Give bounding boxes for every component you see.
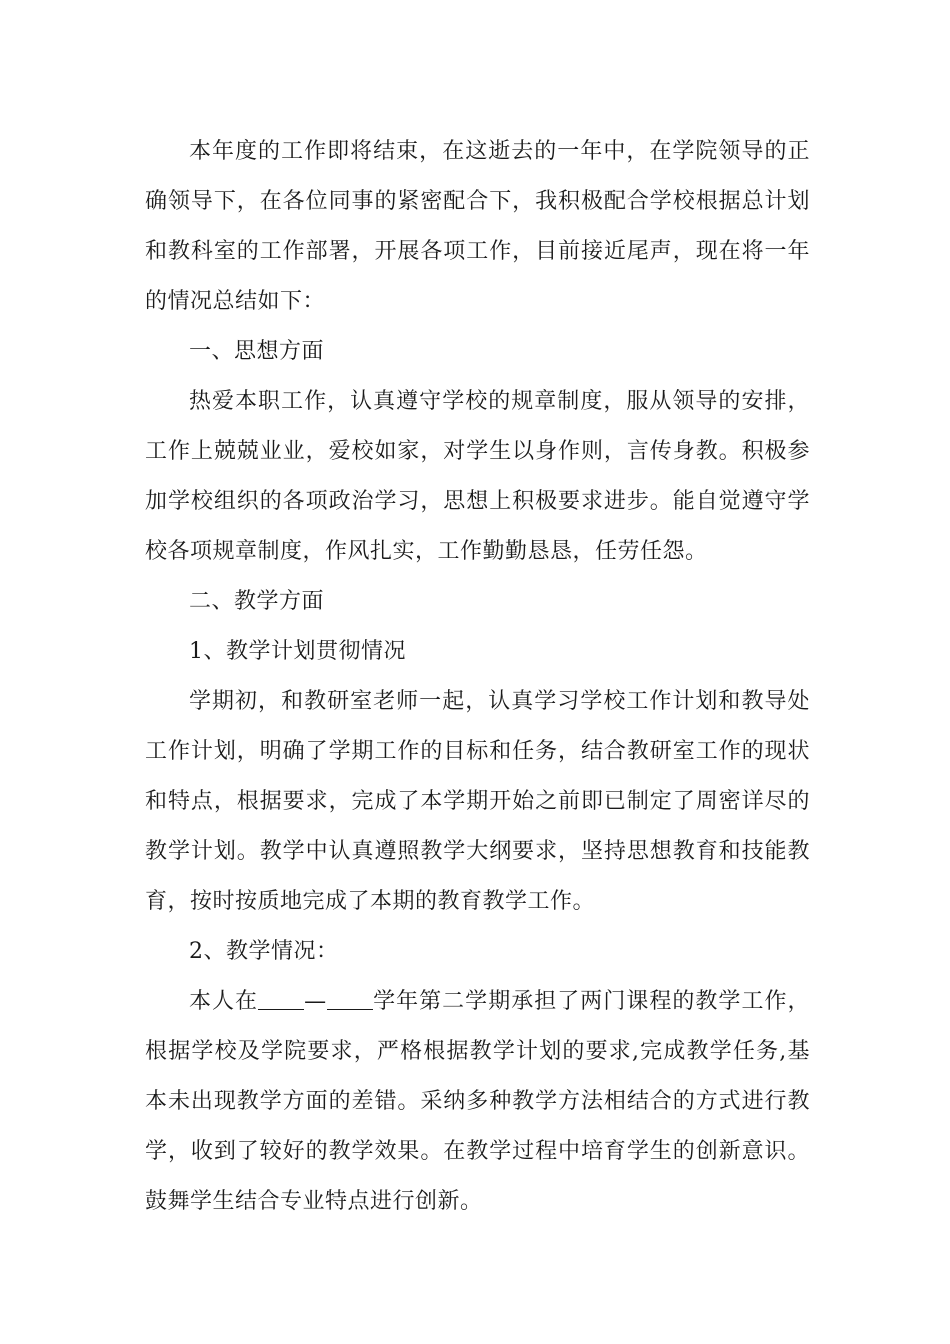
teaching-status-paragraph <box>145 977 810 1227</box>
subheading-teaching-status: 2、教学情况： <box>189 939 339 964</box>
plan-paragraph: 学期初，和教研室老师一起，认真学习学校工作计划和教导处工作计划，明确了学期工作的目标和任务，结合教研室工作的现状和特点，根据要求，完成了本学期开始之前即已制定了周密详尽的教学计划。教学中认真遵照教学大纲要求，坚持思想教育和技能教育，按时按质地完成了本期的教育教学工作。 <box>145 689 810 914</box>
document-body <box>145 127 810 1227</box>
blank-year-start <box>258 987 304 1010</box>
intro-paragraph: 本年度的工作即将结束，在这逝去的一年中，在学院领导的正确领导下，在各位同事的紧密配合下，我积极配合学校根据总计划和教科室的工作部署，开展各项工作，目前接近尾声，现在将一年的情况总结如下： <box>145 139 810 314</box>
year-dash: — <box>304 989 327 1014</box>
subheading-plan-implementation: 1、教学计划贯彻情况 <box>189 639 406 664</box>
thought-paragraph: 热爱本职工作，认真遵守学校的规章制度，服从领导的安排，工作上兢兢业业，爱校如家，对学生以身作则，言传身教。积极参加学校组织的各项政治学习，思想上积极要求进步。能自觉遵守学校各项规章制度，作风扎实，工作勤勤恳恳，任劳任怨。 <box>145 389 810 564</box>
blank-year-end <box>327 987 373 1010</box>
section-heading-thought: 一、思想方面 <box>189 339 325 364</box>
paragraph-suffix: 学年第二学期承担了两门课程的教学工作，根据学校及学院要求，严格根据教学计划的要求,完成教学任务,基本未出现教学方面的差错。采纳多种教学方法相结合的方式进行教学，收到了较好的教学效果。在教学过程中培育学生的创新意识。鼓舞学生结合专业特点进行创新。 <box>145 989 810 1214</box>
section-heading-teaching: 二、教学方面 <box>189 589 325 614</box>
paragraph-prefix: 本人在 <box>189 989 259 1014</box>
